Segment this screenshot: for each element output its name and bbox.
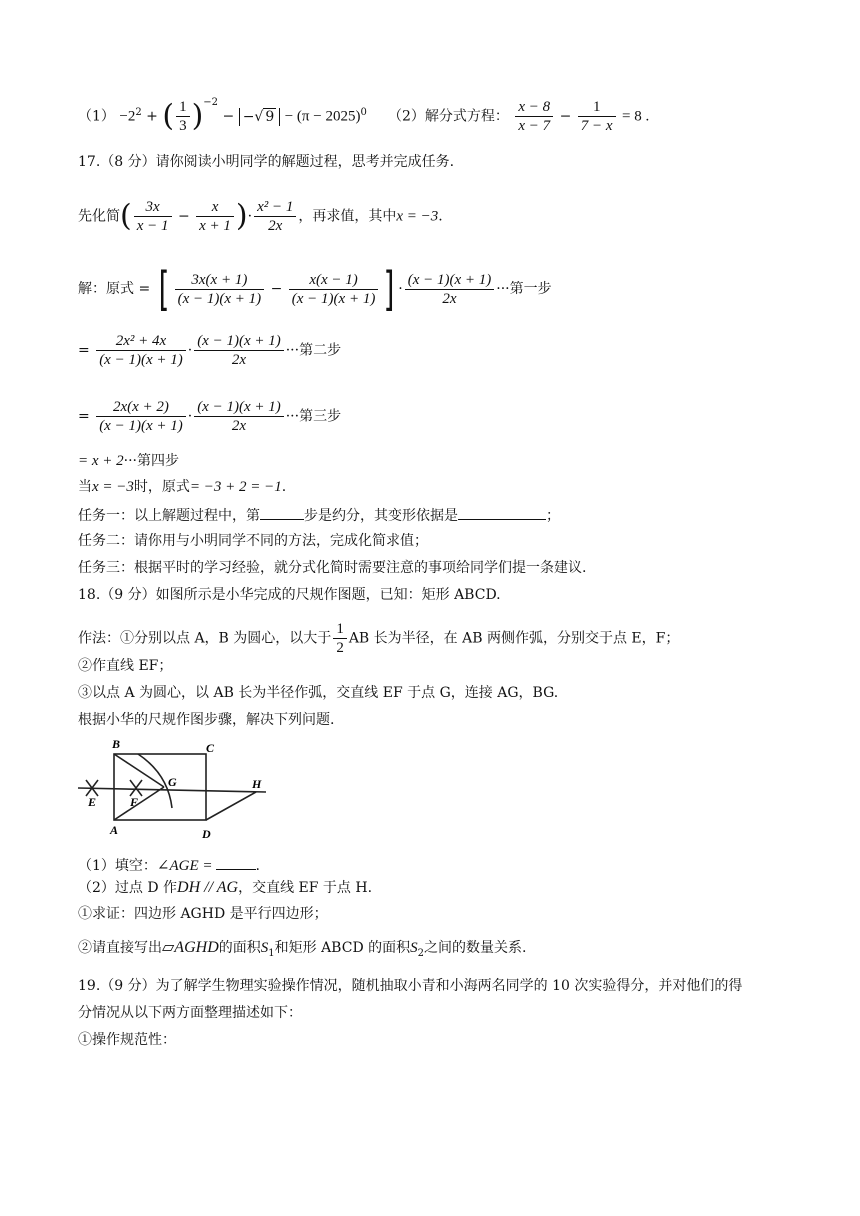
q17-step3: ···第三步 (285, 408, 342, 425)
q18-p2-2-d: 和矩形 ABCD 的面积 (274, 940, 411, 956)
label-f: F (130, 795, 139, 809)
q17-task1-c: ； (546, 508, 560, 524)
q16-p1-fraction (176, 98, 190, 135)
q17-l3-f2-num: (x − 1)(x + 1) (194, 398, 284, 417)
q17-evaluation (78, 478, 286, 496)
q18-s2-sub: 2 (417, 947, 424, 959)
q17-solution-step3: = $\frac{2x(x + 2)}{(x - 1)(x + 1)}$ · $\frac{(x - 1)(x + 1)}{2x}$ ···第三步 (78, 399, 342, 434)
q16-p2-frac1 (515, 98, 553, 135)
q17-s-cond: x = −3 (396, 208, 439, 225)
q17-l2-f2-num: (x − 1)(x + 1) (194, 332, 284, 351)
label-d: D (202, 827, 211, 841)
q17-l1-f1-num: 3x(x + 1) (175, 271, 265, 290)
q17-paren-close: ) (235, 198, 248, 234)
q18-m1-frac-den: 2 (336, 640, 344, 656)
q18-method3: ③以点 A 为圆心，以 AB 长为半径作弧，交直线 EF 于点 G，连接 AG，BG. (78, 685, 559, 701)
q17-l1-f1-den: (x − 1)(x + 1) (177, 290, 262, 307)
q17-bracket-open: [ (158, 262, 170, 316)
q18-p2-2-b: ▱AGHD (162, 939, 219, 956)
q16-p2-frac2-num: 1 (578, 98, 616, 117)
q17-s-period: . (438, 208, 443, 225)
q17-l2-f1-den: (x − 1)(x + 1) (99, 352, 183, 368)
q16-part2 (388, 98, 649, 135)
q17-task1-blank1[interactable] (260, 505, 304, 520)
q17-l5-c: 时，原式 (133, 479, 190, 495)
q17-l5-e: . (281, 479, 287, 495)
q18-method2: ②作直线 EF； (78, 658, 173, 674)
q18-method1 (78, 620, 679, 657)
q16-paren-open: ( (162, 98, 175, 134)
q16-abs: −√ 9 (239, 108, 281, 126)
q16-p2-frac2 (578, 98, 616, 135)
q18-s2: S (410, 940, 418, 956)
q18-m1-fraction (333, 620, 347, 657)
q17-l5-a: 当 (78, 479, 92, 495)
q18-p2-b: DH // AG (177, 879, 239, 896)
q17-l5-b: x = −3 (92, 479, 134, 495)
q16-p1-sqrt: 9 (265, 108, 275, 125)
q17-s-frac2 (196, 198, 234, 235)
q17-task2: 任务二：请你用与小明同学不同的方法，完成化简求值； (78, 533, 428, 549)
q17-step4: ···第四步 (123, 453, 180, 469)
q18-part2 (78, 879, 372, 897)
label-g: G (168, 775, 177, 789)
label-e: E (88, 795, 97, 809)
q16-p2-frac1-num: x − 8 (515, 98, 553, 117)
q17-s-frac3-num: x² − 1 (254, 198, 296, 217)
q17-l1-f3-den: 2x (442, 290, 457, 307)
q17-s-frac2-num: x (196, 198, 234, 217)
q17-task1 (78, 505, 560, 525)
q16-p1-rest: − (π − 2025) (284, 108, 361, 125)
q16-p1-a: −2 (119, 108, 136, 125)
q17-l1-f2-num: x(x − 1) (289, 271, 379, 290)
q18-p1-blank[interactable] (216, 855, 256, 870)
q17-l5-d: = −3 + 2 = −1 (189, 479, 282, 495)
q17-l1-f3-num: (x − 1)(x + 1) (405, 271, 495, 290)
q17-l1-frac3 (405, 271, 495, 308)
q16-paren-close: ) (191, 98, 204, 134)
q16-p2-label: （2）解分式方程： (388, 108, 509, 125)
q18-s1: S (260, 940, 269, 956)
q17-s-frac1 (134, 198, 172, 235)
label-c: C (206, 741, 215, 755)
q16-p1-exp: −2 (203, 96, 219, 108)
q17-simplify (78, 198, 443, 235)
q17-task1-blank2[interactable] (458, 505, 546, 520)
label-b: B (112, 737, 121, 751)
q18-p1-c: . (255, 858, 260, 874)
q16-p2-frac1-den: x − 7 (518, 118, 551, 134)
q18-p1-a: （1）填空： (78, 858, 157, 874)
q17-s-suffix: ，再求值，其中 (298, 208, 397, 225)
q16-p2-minus: − (559, 108, 576, 125)
q17-step2: ···第二步 (285, 342, 342, 359)
q18-m1-b: AB 长为半径，在 AB 两侧作弧，分别交于点 E，F； (348, 630, 680, 647)
q18-m1-frac-num: 1 (333, 620, 347, 639)
q17-s-minus: − (173, 208, 195, 225)
q17-task1-a: 任务一：以上解题过程中，第 (78, 508, 260, 524)
q17-task1-b: 步是约分，其变形依据是 (304, 508, 458, 524)
q17-l2-f2-den: 2x (231, 352, 247, 368)
label-a: A (110, 823, 119, 837)
q17-l2-frac1 (96, 332, 186, 369)
q17-s-frac1-num: 3x (134, 198, 172, 217)
q17-l3-frac2 (194, 398, 284, 435)
label-h: H (252, 777, 262, 791)
q18-s1-sub: 1 (268, 947, 275, 959)
q17-l1-frac2 (289, 271, 379, 308)
q17-l2-frac2 (194, 332, 284, 369)
q18-p2-c: ，交直线 EF 于点 H. (238, 880, 373, 896)
q17-l4-expr: = x + 2 (78, 453, 124, 469)
q17-step1: ···第一步 (496, 281, 552, 297)
segment-dh (206, 792, 256, 820)
q17-task3: 任务三：根据平时的学习经验，就分式化简时需要注意的事项给同学们提一条建议. (78, 560, 587, 576)
q18-m1-a: 作法：①分别以点 A，B 为圆心，以大于 (78, 630, 332, 647)
q17-s-dot: · (247, 208, 253, 225)
q17-s-frac2-den: x + 1 (199, 218, 231, 234)
q17-solution-step2: = $\frac{\text{2x² + 4x}}{(x - 1)(x + 1)}$ · $\frac{(x - 1)(x + 1)}{2x}$ ···第二步 (78, 333, 342, 368)
q17-s-frac3 (254, 198, 296, 235)
q18-p1-b: ∠AGE = (156, 858, 213, 874)
q18-part2-2 (78, 939, 526, 963)
q18-p2-2-e: 之间的数量关系. (424, 940, 527, 956)
q16-p2-tail: = 8 . (622, 108, 650, 125)
q19-line3: ①操作规范性： (78, 1032, 176, 1048)
q16-p1-label: （1） (78, 108, 115, 125)
q17-l3-f1-den: (x − 1)(x + 1) (99, 418, 183, 434)
q16-p1-frac-den: 3 (179, 118, 187, 134)
q17-solution-step4 (78, 452, 179, 470)
q16-part1 (78, 98, 367, 135)
q17-l3-frac1 (96, 398, 186, 435)
q17-simplify-prefix: 先化简 (78, 208, 120, 225)
q17-l3-f1-num: 2x(x + 2) (96, 398, 186, 417)
q16-p1-plus: + (146, 108, 163, 125)
q19-line2: 分情况从以下两方面整理描述如下： (78, 1005, 302, 1021)
q18-instruction: 根据小华的尺规作图步骤，解决下列问题. (78, 712, 335, 728)
q18-p2-a: （2）过点 D 作 (78, 880, 178, 896)
q17-paren-open: ( (120, 198, 132, 234)
q17-bracket-close: ] (383, 262, 395, 316)
q17-s-frac3-den: 2x (268, 218, 283, 234)
q17-s-frac1-den: x − 1 (136, 218, 169, 234)
q17-l3-f2-den: 2x (231, 418, 247, 434)
q17-sol-label: 解：原式 = (78, 281, 155, 297)
q18-part2-1: ①求证：四边形 AGHD 是平行四边形； (78, 906, 328, 922)
q17-l1-f2-den: (x − 1)(x + 1) (291, 290, 376, 307)
q18-p2-2-a: ②请直接写出 (78, 940, 162, 956)
q17-solution-step1: 解：原式 = [ $\frac{3x(x + 1)}{(x - 1)(x + 1)}$ − $\frac{x(x - 1)}{(x - 1)(x + 1)}$ ] · $\frac{(x - 1)(x + 1)}{2x}$ ···第一步 (78, 262, 552, 316)
q18-part1 (78, 855, 260, 875)
q17-l1-frac1 (175, 271, 265, 308)
q16-p1-minus: − (222, 108, 239, 125)
construction-figure (76, 734, 276, 842)
q19-line1: 19.（9 分）为了解学生物理实验操作情况，随机抽取小青和小海两名同学的 10 次实验得分，并对他们的得 (78, 978, 743, 994)
q17-l2-f1-num: 2x² + 4x (96, 332, 186, 351)
q16-p1-rest-exp: 0 (360, 106, 367, 118)
q18-p2-2-c: 的面积 (218, 940, 261, 956)
q16-p2-frac2-den: 7 − x (580, 118, 613, 134)
q17-header: 17.（8 分）请你阅读小明同学的解题过程，思考并完成任务. (78, 154, 455, 170)
q16-p1-a-exp: 2 (135, 106, 142, 118)
q16-p1-frac-num: 1 (176, 98, 190, 117)
q18-header: 18.（9 分）如图所示是小华完成的尺规作图题，已知：矩形 ABCD. (78, 587, 501, 603)
